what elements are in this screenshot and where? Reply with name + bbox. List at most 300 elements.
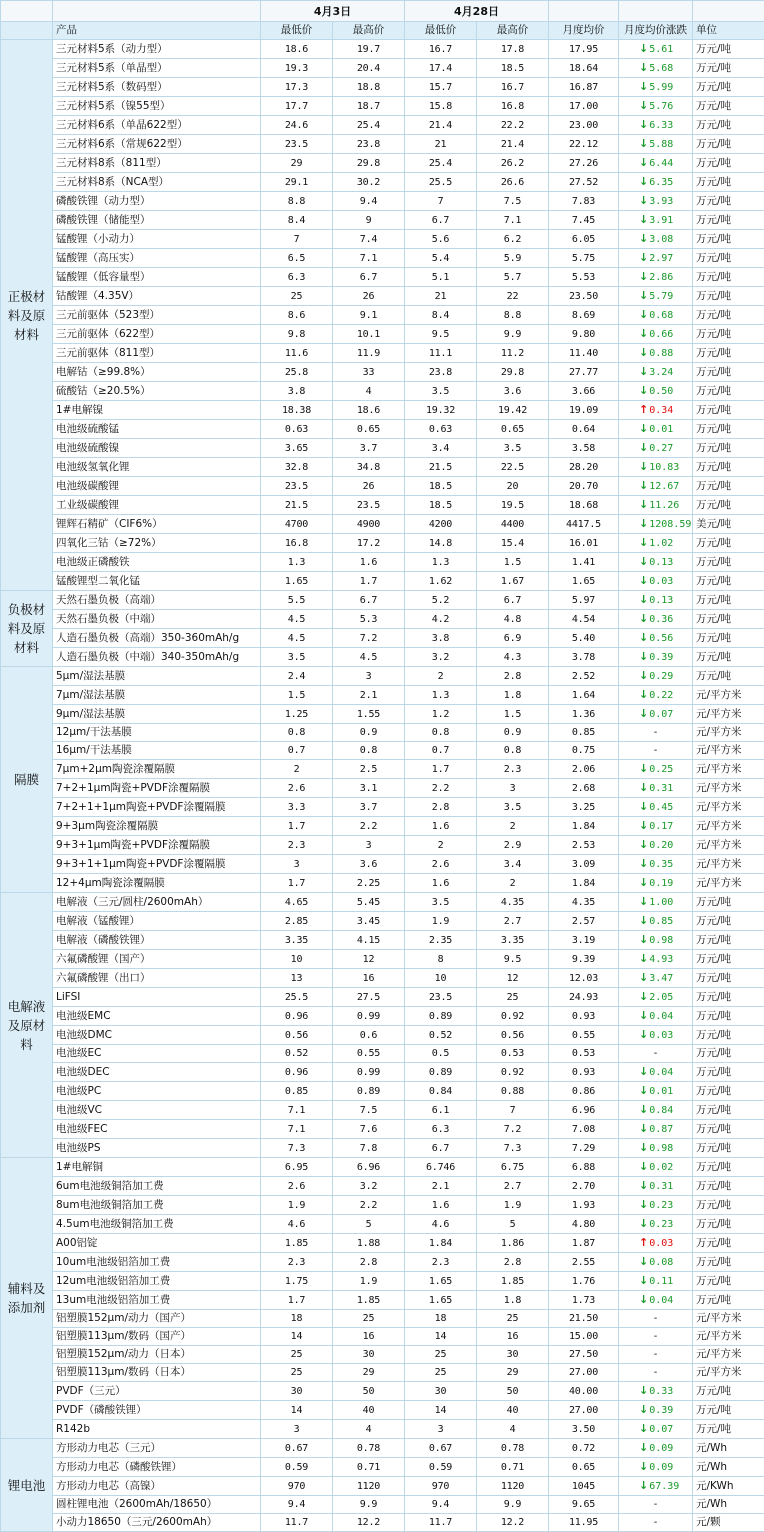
change-value: 11.26 xyxy=(649,500,679,511)
high-price-2: 3.6 xyxy=(477,382,549,401)
arrow-down-icon: ↓ xyxy=(639,99,648,112)
monthly-change xyxy=(619,1082,693,1101)
unit: 万元/吨 xyxy=(693,59,764,78)
monthly-average: 7.83 xyxy=(549,192,619,211)
low-price-1: 17.3 xyxy=(261,78,333,97)
change-value: 3.91 xyxy=(649,215,673,226)
low-price-2: 30 xyxy=(405,1382,477,1401)
change-value: 0.39 xyxy=(649,1405,673,1416)
table-row xyxy=(1,192,764,211)
low-price-1: 10 xyxy=(261,950,333,969)
monthly-change xyxy=(619,306,693,325)
high-price-2: 4 xyxy=(477,1420,549,1439)
low-price-2: 18.5 xyxy=(405,477,477,496)
low-price-2: 15.8 xyxy=(405,97,477,116)
product-name: 1#电解铜 xyxy=(53,1158,261,1177)
table-row xyxy=(1,496,764,515)
low-price-1: 2.4 xyxy=(261,667,333,686)
monthly-change xyxy=(619,817,693,836)
arrow-down-icon: ↓ xyxy=(639,1217,648,1230)
arrow-up-icon: ↑ xyxy=(639,403,648,416)
change-value: 0.23 xyxy=(649,1200,673,1211)
monthly-average: 0.53 xyxy=(549,1045,619,1063)
high-price-1: 17.2 xyxy=(333,534,405,553)
product-name: 电池级正磷酸铁 xyxy=(53,553,261,572)
high-price-1: 9.1 xyxy=(333,306,405,325)
unit: 元/颗 xyxy=(693,1514,764,1532)
monthly-average: 27.00 xyxy=(549,1401,619,1420)
low-price-2: 0.89 xyxy=(405,1063,477,1082)
monthly-average: 0.93 xyxy=(549,1007,619,1026)
low-price-1: 0.67 xyxy=(261,1439,333,1458)
change-value: 0.87 xyxy=(649,1124,673,1135)
change-value: 0.09 xyxy=(649,1462,673,1473)
monthly-average: 27.26 xyxy=(549,154,619,173)
product-name: 电池级DEC xyxy=(53,1063,261,1082)
monthly-average: 3.25 xyxy=(549,798,619,817)
unit: 万元/吨 xyxy=(693,135,764,154)
change-value: 5.99 xyxy=(649,82,673,93)
monthly-average: 27.52 xyxy=(549,173,619,192)
monthly-average: 1.65 xyxy=(549,572,619,591)
low-price-1: 9.4 xyxy=(261,1496,333,1514)
high-price-1: 27.5 xyxy=(333,988,405,1007)
monthly-change xyxy=(619,1158,693,1177)
high-price-1: 7.5 xyxy=(333,1101,405,1120)
low-price-2: 1.3 xyxy=(405,686,477,705)
table-row xyxy=(1,78,764,97)
high-price-1: 0.8 xyxy=(333,742,405,760)
low-price-2: 4.6 xyxy=(405,1215,477,1234)
unit: 万元/吨 xyxy=(693,1401,764,1420)
monthly-change xyxy=(619,344,693,363)
high-price-2: 15.4 xyxy=(477,534,549,553)
arrow-down-icon: ↓ xyxy=(639,1441,648,1454)
table-row xyxy=(1,874,764,893)
table-row xyxy=(1,912,764,931)
unit: 万元/吨 xyxy=(693,496,764,515)
monthly-change xyxy=(619,249,693,268)
product-name: 三元材料6系（常规622型） xyxy=(53,135,261,154)
low-price-1: 25 xyxy=(261,287,333,306)
column-header-avg: 月度均价 xyxy=(549,22,619,40)
arrow-down-icon: ↓ xyxy=(639,876,648,889)
high-price-2: 1.86 xyxy=(477,1234,549,1253)
product-name: 10um电池级铝箔加工费 xyxy=(53,1253,261,1272)
table-row xyxy=(1,1177,764,1196)
unit: 万元/吨 xyxy=(693,610,764,629)
change-value: 1208.59 xyxy=(649,519,691,530)
low-price-1: 14 xyxy=(261,1401,333,1420)
high-price-2: 7 xyxy=(477,1101,549,1120)
monthly-average: 0.86 xyxy=(549,1082,619,1101)
low-price-2: 6.746 xyxy=(405,1158,477,1177)
low-price-2: 1.62 xyxy=(405,572,477,591)
arrow-down-icon: ↓ xyxy=(639,175,648,188)
monthly-average: 0.72 xyxy=(549,1439,619,1458)
table-row xyxy=(1,553,764,572)
high-price-2: 2.9 xyxy=(477,836,549,855)
high-price-2: 2 xyxy=(477,817,549,836)
low-price-1: 11.7 xyxy=(261,1514,333,1532)
arrow-down-icon: ↓ xyxy=(639,346,648,359)
monthly-change xyxy=(619,1026,693,1045)
high-price-1: 18.7 xyxy=(333,97,405,116)
monthly-average: 1.41 xyxy=(549,553,619,572)
product-name: 1#电解镍 xyxy=(53,401,261,420)
table-row xyxy=(1,988,764,1007)
product-name: 电解液（磷酸铁锂） xyxy=(53,931,261,950)
unit: 万元/吨 xyxy=(693,1063,764,1082)
low-price-2: 19.32 xyxy=(405,401,477,420)
low-price-1: 1.75 xyxy=(261,1272,333,1291)
high-price-1: 4.15 xyxy=(333,931,405,950)
monthly-change xyxy=(619,1101,693,1120)
arrow-down-icon: ↓ xyxy=(639,857,648,870)
low-price-1: 16.8 xyxy=(261,534,333,553)
monthly-average: 5.75 xyxy=(549,249,619,268)
monthly-change xyxy=(619,325,693,344)
arrow-up-icon: ↑ xyxy=(639,1236,648,1249)
monthly-average: 6.05 xyxy=(549,230,619,249)
low-price-2: 3.2 xyxy=(405,648,477,667)
monthly-change xyxy=(619,988,693,1007)
product-name: 9+3+1μm陶瓷+PVDF涂覆隔膜 xyxy=(53,836,261,855)
monthly-change xyxy=(619,420,693,439)
high-price-1: 29.8 xyxy=(333,154,405,173)
low-price-1: 17.7 xyxy=(261,97,333,116)
change-value: - xyxy=(652,1499,658,1510)
high-price-1: 18.8 xyxy=(333,78,405,97)
monthly-change xyxy=(619,667,693,686)
low-price-2: 2.8 xyxy=(405,798,477,817)
high-price-2: 16.7 xyxy=(477,78,549,97)
low-price-2: 16.7 xyxy=(405,40,477,59)
monthly-average: 12.03 xyxy=(549,969,619,988)
low-price-2: 9.4 xyxy=(405,1496,477,1514)
unit: 万元/吨 xyxy=(693,893,764,912)
change-value: 0.04 xyxy=(649,1067,673,1078)
table-row xyxy=(1,363,764,382)
unit: 万元/吨 xyxy=(693,268,764,287)
unit: 万元/吨 xyxy=(693,306,764,325)
low-price-2: 18 xyxy=(405,1310,477,1328)
monthly-change xyxy=(619,969,693,988)
high-price-2: 18.5 xyxy=(477,59,549,78)
unit: 元/平方米 xyxy=(693,686,764,705)
monthly-average: 16.87 xyxy=(549,78,619,97)
high-price-2: 7.1 xyxy=(477,211,549,230)
unit: 万元/吨 xyxy=(693,988,764,1007)
high-price-2: 2.8 xyxy=(477,1253,549,1272)
low-price-1: 3.8 xyxy=(261,382,333,401)
product-name: 16μm/干法基膜 xyxy=(53,742,261,760)
high-price-1: 23.5 xyxy=(333,496,405,515)
change-value: 3.93 xyxy=(649,196,673,207)
product-name: 4.5um电池级铜箔加工费 xyxy=(53,1215,261,1234)
table-row xyxy=(1,97,764,116)
monthly-change xyxy=(619,1045,693,1063)
product-name: 四氧化三钴（≥72%） xyxy=(53,534,261,553)
high-price-2: 2.7 xyxy=(477,912,549,931)
product-name: 三元材料5系（单晶型） xyxy=(53,59,261,78)
high-price-2: 22.2 xyxy=(477,116,549,135)
monthly-average: 17.00 xyxy=(549,97,619,116)
high-price-2: 2.8 xyxy=(477,667,549,686)
high-price-1: 1120 xyxy=(333,1477,405,1496)
high-price-1: 30.2 xyxy=(333,173,405,192)
change-value: 0.01 xyxy=(649,424,673,435)
high-price-1: 1.85 xyxy=(333,1291,405,1310)
high-price-1: 0.9 xyxy=(333,724,405,742)
table-row xyxy=(1,1101,764,1120)
change-value: 0.25 xyxy=(649,764,673,775)
unit: 万元/吨 xyxy=(693,1045,764,1063)
table-row xyxy=(1,1007,764,1026)
monthly-average: 0.55 xyxy=(549,1026,619,1045)
product-name: 三元前驱体（622型） xyxy=(53,325,261,344)
product-name: 9μm/湿法基膜 xyxy=(53,705,261,724)
low-price-1: 7.3 xyxy=(261,1139,333,1158)
column-header-product: 产品 xyxy=(53,22,261,40)
monthly-average: 2.55 xyxy=(549,1253,619,1272)
high-price-2: 4.35 xyxy=(477,893,549,912)
table-row xyxy=(1,154,764,173)
unit: 万元/吨 xyxy=(693,591,764,610)
product-name: 方形动力电芯（三元） xyxy=(53,1439,261,1458)
high-price-1: 2.2 xyxy=(333,817,405,836)
low-price-1: 0.96 xyxy=(261,1007,333,1026)
low-price-1: 3.3 xyxy=(261,798,333,817)
unit: 万元/吨 xyxy=(693,1253,764,1272)
product-name: 三元材料8系（811型） xyxy=(53,154,261,173)
arrow-down-icon: ↓ xyxy=(639,819,648,832)
monthly-average: 0.64 xyxy=(549,420,619,439)
product-name: 电解液（三元/圆柱/2600mAh） xyxy=(53,893,261,912)
low-price-1: 4700 xyxy=(261,515,333,534)
change-value: 0.45 xyxy=(649,802,673,813)
monthly-change xyxy=(619,553,693,572)
monthly-average: 2.70 xyxy=(549,1177,619,1196)
monthly-change xyxy=(619,211,693,230)
change-value: - xyxy=(652,1349,658,1360)
date-header-1: 4月3日 xyxy=(261,1,405,22)
low-price-2: 2.6 xyxy=(405,855,477,874)
high-price-2: 11.2 xyxy=(477,344,549,363)
monthly-change xyxy=(619,1139,693,1158)
low-price-1: 2 xyxy=(261,760,333,779)
product-name: LiFSI xyxy=(53,988,261,1007)
monthly-average: 2.06 xyxy=(549,760,619,779)
table-row xyxy=(1,591,764,610)
column-header-high-1: 最高价 xyxy=(333,22,405,40)
table-row xyxy=(1,116,764,135)
high-price-1: 12 xyxy=(333,950,405,969)
change-value: 2.05 xyxy=(649,992,673,1003)
high-price-1: 6.7 xyxy=(333,268,405,287)
low-price-1: 0.7 xyxy=(261,742,333,760)
high-price-1: 25.4 xyxy=(333,116,405,135)
high-price-2: 0.65 xyxy=(477,420,549,439)
low-price-2: 14.8 xyxy=(405,534,477,553)
product-name: 三元材料6系（单晶622型） xyxy=(53,116,261,135)
monthly-average: 7.45 xyxy=(549,211,619,230)
product-name: 7+2+1μm陶瓷+PVDF涂覆隔膜 xyxy=(53,779,261,798)
unit: 万元/吨 xyxy=(693,344,764,363)
low-price-2: 21.5 xyxy=(405,458,477,477)
high-price-2: 50 xyxy=(477,1382,549,1401)
product-name: 电池级硫酸锰 xyxy=(53,420,261,439)
category-cell: 隔膜 xyxy=(1,667,53,893)
low-price-2: 5.2 xyxy=(405,591,477,610)
arrow-down-icon: ↓ xyxy=(639,1009,648,1022)
arrow-down-icon: ↓ xyxy=(639,631,648,644)
table-row xyxy=(1,1401,764,1420)
low-price-2: 1.3 xyxy=(405,553,477,572)
unit: 万元/吨 xyxy=(693,40,764,59)
unit: 万元/吨 xyxy=(693,1420,764,1439)
arrow-down-icon: ↓ xyxy=(639,1028,648,1041)
change-value: 5.68 xyxy=(649,63,673,74)
arrow-down-icon: ↓ xyxy=(639,781,648,794)
high-price-2: 2 xyxy=(477,874,549,893)
high-price-1: 3.7 xyxy=(333,798,405,817)
table-row xyxy=(1,59,764,78)
monthly-average: 11.95 xyxy=(549,1514,619,1532)
unit: 元/平方米 xyxy=(693,817,764,836)
high-price-1: 18.6 xyxy=(333,401,405,420)
unit: 元/平方米 xyxy=(693,742,764,760)
product-name: 电池级EMC xyxy=(53,1007,261,1026)
monthly-change xyxy=(619,1253,693,1272)
product-name: 锰酸锂（低容量型） xyxy=(53,268,261,287)
high-price-1: 5 xyxy=(333,1215,405,1234)
low-price-2: 14 xyxy=(405,1328,477,1346)
monthly-change xyxy=(619,401,693,420)
low-price-1: 0.52 xyxy=(261,1045,333,1063)
monthly-average: 28.20 xyxy=(549,458,619,477)
arrow-down-icon: ↓ xyxy=(639,441,648,454)
low-price-1: 29 xyxy=(261,154,333,173)
high-price-2: 5.9 xyxy=(477,249,549,268)
low-price-2: 11.7 xyxy=(405,1514,477,1532)
change-value: 0.84 xyxy=(649,1105,673,1116)
low-price-1: 8.4 xyxy=(261,211,333,230)
product-name: 六氟磷酸锂（国产） xyxy=(53,950,261,969)
monthly-change xyxy=(619,1120,693,1139)
change-value: 0.98 xyxy=(649,935,673,946)
arrow-down-icon: ↓ xyxy=(639,422,648,435)
high-price-2: 25 xyxy=(477,988,549,1007)
arrow-down-icon: ↓ xyxy=(639,1384,648,1397)
high-price-2: 6.7 xyxy=(477,591,549,610)
table-row xyxy=(1,742,764,760)
table-row xyxy=(1,1364,764,1382)
high-price-2: 29 xyxy=(477,1364,549,1382)
high-price-2: 16.8 xyxy=(477,97,549,116)
monthly-change xyxy=(619,1291,693,1310)
table-row xyxy=(1,817,764,836)
change-value: - xyxy=(652,1048,658,1059)
high-price-2: 1120 xyxy=(477,1477,549,1496)
high-price-2: 12.2 xyxy=(477,1514,549,1532)
monthly-change xyxy=(619,1310,693,1328)
low-price-1: 3.65 xyxy=(261,439,333,458)
high-price-2: 9.9 xyxy=(477,325,549,344)
high-price-2: 21.4 xyxy=(477,135,549,154)
monthly-average: 3.09 xyxy=(549,855,619,874)
monthly-average: 0.75 xyxy=(549,742,619,760)
low-price-1: 1.85 xyxy=(261,1234,333,1253)
monthly-average: 9.39 xyxy=(549,950,619,969)
low-price-2: 5.6 xyxy=(405,230,477,249)
high-price-2: 25 xyxy=(477,1310,549,1328)
arrow-down-icon: ↓ xyxy=(639,365,648,378)
unit: 万元/吨 xyxy=(693,1177,764,1196)
arrow-down-icon: ↓ xyxy=(639,251,648,264)
low-price-2: 3 xyxy=(405,1420,477,1439)
low-price-2: 1.6 xyxy=(405,817,477,836)
category-cell: 锂电池 xyxy=(1,1439,53,1532)
monthly-average: 1.64 xyxy=(549,686,619,705)
table-row xyxy=(1,420,764,439)
table-row xyxy=(1,950,764,969)
high-price-2: 1.67 xyxy=(477,572,549,591)
high-price-2: 9.5 xyxy=(477,950,549,969)
high-price-1: 9.9 xyxy=(333,1496,405,1514)
high-price-2: 1.5 xyxy=(477,705,549,724)
monthly-change xyxy=(619,1477,693,1496)
table-row xyxy=(1,1328,764,1346)
high-price-1: 0.99 xyxy=(333,1007,405,1026)
arrow-down-icon: ↓ xyxy=(639,308,648,321)
category-cell: 电解液及原材料 xyxy=(1,893,53,1158)
change-value: 1.02 xyxy=(649,538,673,549)
arrow-down-icon: ↓ xyxy=(639,61,648,74)
high-price-2: 3.35 xyxy=(477,931,549,950)
arrow-down-icon: ↓ xyxy=(639,555,648,568)
monthly-change xyxy=(619,912,693,931)
unit: 万元/吨 xyxy=(693,230,764,249)
table-row xyxy=(1,855,764,874)
low-price-1: 3.35 xyxy=(261,931,333,950)
table-row xyxy=(1,287,764,306)
monthly-change xyxy=(619,458,693,477)
change-value: 0.31 xyxy=(649,1181,673,1192)
change-value: 0.04 xyxy=(649,1011,673,1022)
change-value: 0.01 xyxy=(649,1086,673,1097)
change-value: 0.31 xyxy=(649,783,673,794)
monthly-average: 7.08 xyxy=(549,1120,619,1139)
high-price-1: 12.2 xyxy=(333,1514,405,1532)
category-cell: 辅料及添加剂 xyxy=(1,1158,53,1439)
table-row xyxy=(1,534,764,553)
product-name: 电解液（锰酸锂） xyxy=(53,912,261,931)
unit: 万元/吨 xyxy=(693,553,764,572)
product-name: 电池级DMC xyxy=(53,1026,261,1045)
high-price-1: 3.6 xyxy=(333,855,405,874)
product-name: 磷酸铁锂（储能型） xyxy=(53,211,261,230)
low-price-1: 8.6 xyxy=(261,306,333,325)
monthly-average: 16.01 xyxy=(549,534,619,553)
unit: 万元/吨 xyxy=(693,116,764,135)
unit: 万元/吨 xyxy=(693,78,764,97)
change-value: - xyxy=(652,1517,658,1528)
product-name: 电池级碳酸锂 xyxy=(53,477,261,496)
low-price-1: 18 xyxy=(261,1310,333,1328)
low-price-2: 21 xyxy=(405,287,477,306)
high-price-2: 40 xyxy=(477,1401,549,1420)
